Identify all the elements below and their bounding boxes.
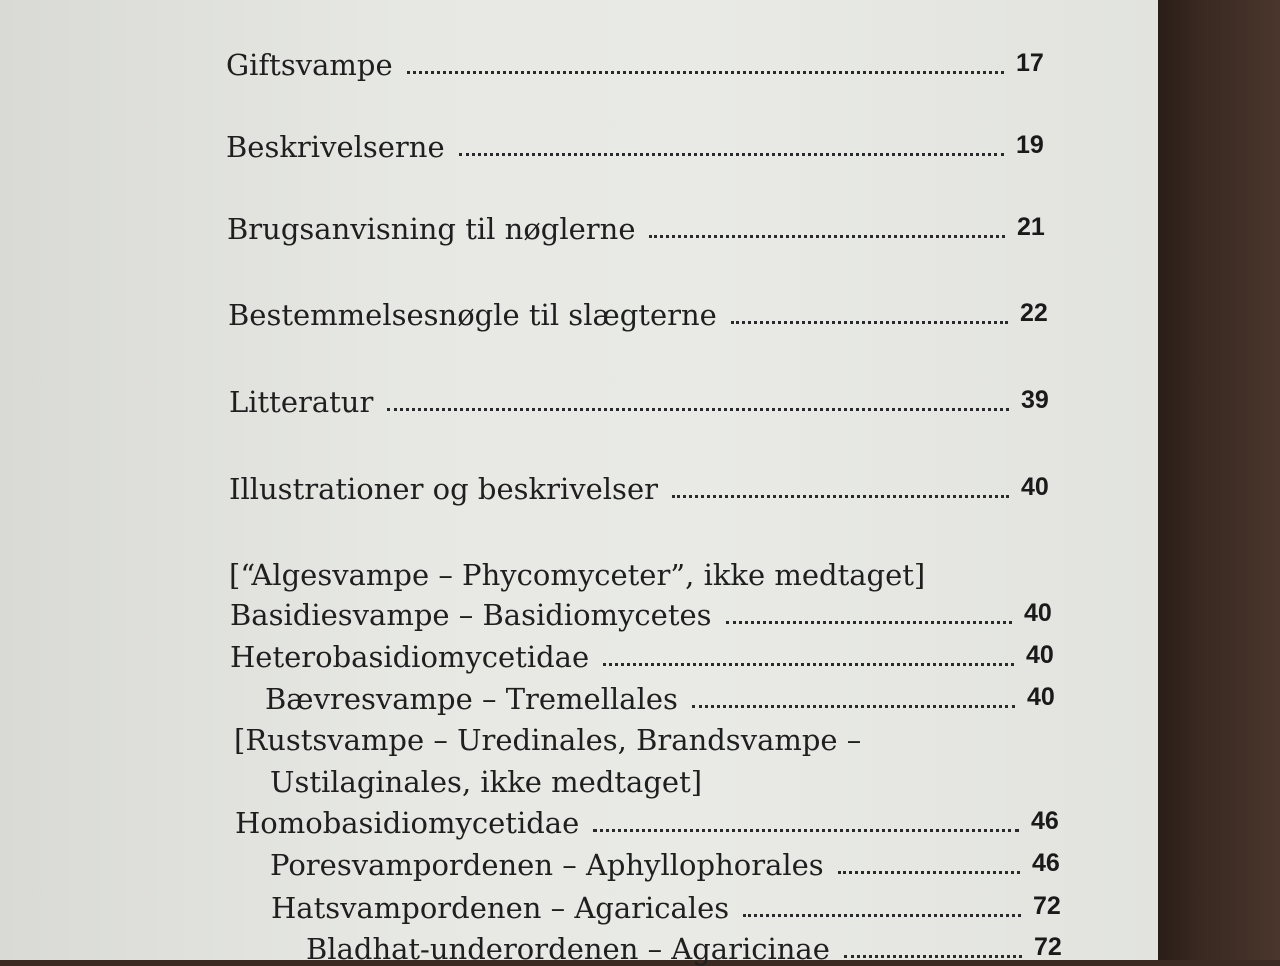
toc-entry-homobasidiomycetidae (235, 806, 1071, 840)
toc-entry-beskrivelserne (226, 130, 1056, 164)
dot-leader (407, 70, 1004, 74)
toc-entry-title: Poresvampordenen – Aphyllophorales (270, 848, 824, 882)
dot-leader (731, 320, 1008, 324)
toc-entry-poresvampordenen (270, 848, 1072, 882)
dot-leader (649, 234, 1005, 238)
toc-entry-litteratur (229, 385, 1061, 419)
toc-entry-title: Homobasidiomycetidae (235, 806, 580, 840)
toc-entry-title: Bævresvampe – Tremellales (265, 682, 678, 716)
toc-entry-title: Hatsvampordenen – Agaricales (271, 891, 730, 925)
toc-entry-page: 46 (1031, 807, 1059, 835)
dot-leader (672, 494, 1009, 498)
toc-entry-title: Bladhat-underordenen – Agaricinae (306, 932, 830, 966)
toc-entry-bestemmelsesnoegle (228, 298, 1060, 332)
dot-leader (838, 870, 1020, 874)
toc-entry-page: 46 (1032, 849, 1060, 877)
toc-entry-page: 40 (1024, 599, 1052, 627)
toc-entry-title: Giftsvampe (226, 48, 393, 82)
toc-entry-title: Beskrivelserne (226, 130, 445, 164)
dot-leader (726, 620, 1012, 624)
toc-note-rustsvampe-line2: Ustilaginales, ikke medtaget] (270, 765, 703, 799)
toc-entry-page: 17 (1016, 49, 1044, 77)
toc-entry-bladhat-underordenen (306, 932, 1074, 966)
toc-entry-hatsvampordenen (271, 891, 1073, 925)
dot-leader (844, 954, 1022, 958)
dot-leader (603, 662, 1014, 666)
dot-leader (459, 152, 1004, 156)
toc-entry-title: Basidiesvampe – Basidiomycetes (230, 598, 712, 632)
toc-entry-page: 22 (1020, 299, 1048, 327)
toc-entry-baevresvampe (265, 682, 1067, 716)
toc-entry-illustrationer (229, 472, 1061, 506)
toc-entry-page: 19 (1016, 131, 1044, 159)
dot-leader (387, 407, 1009, 411)
dot-leader (593, 828, 1019, 832)
toc-note-algesvampe: [“Algesvampe – Phycomyceter”, ikke medtaget] (229, 558, 926, 592)
toc-entry-title: Litteratur (229, 385, 374, 419)
toc-entry-page: 40 (1026, 641, 1054, 669)
toc-entry-page: 72 (1033, 892, 1061, 920)
toc-entry-basidiesvampe (230, 598, 1064, 632)
book-spine-background (1158, 0, 1280, 960)
toc-entry-title: Illustrationer og beskrivelser (229, 472, 658, 506)
toc-entry-page: 40 (1021, 473, 1049, 501)
toc-entry-title: Brugsanvisning til nøglerne (227, 212, 636, 246)
dot-leader (692, 704, 1015, 708)
toc-entry-giftsvampe (226, 48, 1056, 82)
toc-entry-page: 40 (1027, 683, 1055, 711)
toc-entry-heterobasidiomycetidae (230, 640, 1066, 674)
toc-entry-title: Heterobasidiomycetidae (230, 640, 590, 674)
toc-entry-page: 39 (1021, 386, 1049, 414)
dot-leader (743, 913, 1021, 917)
toc-entry-title: Bestemmelsesnøgle til slægterne (228, 298, 717, 332)
toc-entry-page: 72 (1034, 933, 1062, 961)
toc-note-rustsvampe-line1: [Rustsvampe – Uredinales, Brandsvampe – (234, 723, 862, 757)
toc-entry-page: 21 (1017, 213, 1045, 241)
toc-entry-brugsanvisning (227, 212, 1057, 246)
